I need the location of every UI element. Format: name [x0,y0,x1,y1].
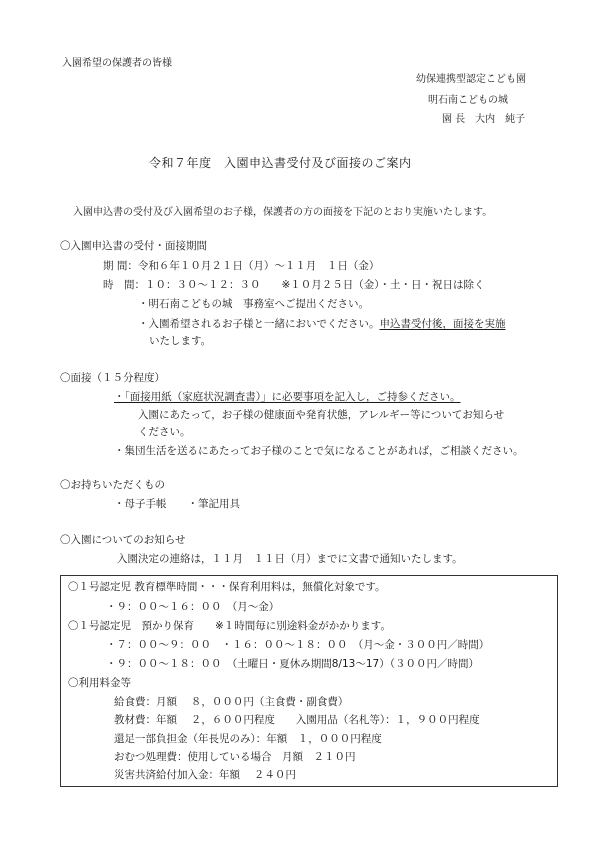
interview-bullet-1-cont-1: 入園にあたって，お子様の健康面や発育状態，アレルギー等についてお知らせ [138,409,505,421]
reception-bullet-2-plain: ・入園希望されるお子様と一緒においでください。 [138,318,380,330]
reception-time: 時 間：１０：３０～１２：３０ ※１０月２５日（金）・土・日・祝日は除く [103,279,485,291]
fee-line-6: 〇利用料金等 [68,677,131,689]
fee-line-4: ・７：００～９：００ ・１６：００～１８：００ （月～金・３００円／時間） [106,639,490,651]
addressee: 入園希望の保護者の皆様 [62,58,172,69]
notice-heading: 〇入園についてのお知らせ [60,534,186,546]
interview-heading: 〇面接（１５分程度） [60,372,165,384]
fee-line-5: ・９：００～１８：００ （土曜日・夏休み期間8/13～17）（３００円／時間） [106,658,479,670]
fee-line-8: 教材費：年額 ２，６００円程度 入園用品（名札等）：１，９００円程度 [114,714,480,726]
notice-text: 入園決定の連絡は，１１月 １１日（月）までに文書で通知いたします。 [117,553,463,565]
org-name: 明石南こどもの城 [428,95,508,106]
reception-period: 期 間：令和６年１０月２１日（月）～１１月 １日（金） [103,260,380,272]
items-list: ・母子手帳 ・筆記用具 [114,498,240,510]
reception-heading: 〇入園申込書の受付・面接期間 [60,240,207,252]
reception-bullet-2-cont: いたします。 [149,335,212,347]
fee-line-11: 災害共済給付加入金：年額 ２４０円 [114,769,296,781]
reception-bullet-2 [138,317,506,331]
fee-line-9: 還足一部負担金（年長児のみ）：年額 １，０００円程度 [114,733,382,745]
intro-text: 入園申込書の受付及び入園希望のお子様，保護者の方の面接を下記のとおり実施いたします。 [73,207,493,218]
interview-bullet-2: ・集団生活を送るにあたってお子様のことで気になることがあれば，ご相談ください。 [114,445,524,457]
reception-bullet-2-underlined: 申込書受付後，面接を実施 [379,318,506,330]
interview-bullet-1: ・「面接用紙（家庭状況調査書）」に必要事項を記入し，ご持参ください。 [114,391,461,403]
fee-line-3: 〇１号認定児 預かり保育 ※１時間毎に別途料金がかかります。 [68,620,391,632]
fee-line-1: 〇１号認定児 教育標準時間・・・保育利用料は，無償化対象です。 [68,581,386,593]
page-title: 令和７年度 入園申込書受付及び面接のご案内 [149,156,412,170]
interview-bullet-1-cont-2: ください。 [138,426,191,438]
reception-bullet-1: ・明石南こどもの城 事務室へご提出ください。 [138,298,369,310]
fee-line-10: おむつ処理費：使用している場合 月額 ２１０円 [114,751,356,763]
director-name: 園 長 大内 純子 [442,114,526,125]
fee-line-2: ・９：００～１６：００ （月～金） [106,601,280,613]
items-heading: 〇お持ちいただくもの [60,479,165,491]
fee-line-7: 給食費：月額 ８，０００円（主食費・副食費） [114,696,349,708]
org-type: 幼保連携型認定こども園 [416,74,526,85]
